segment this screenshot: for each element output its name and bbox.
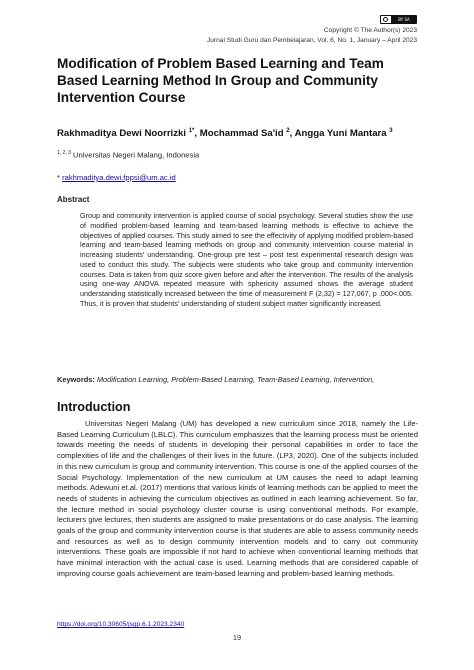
email-link[interactable]: rakhmaditya.dewi.fppsi@um.ac.id xyxy=(62,173,176,182)
affiliation-superscript: 1, 2, 3 xyxy=(57,150,71,156)
abstract-heading: Abstract xyxy=(57,195,90,204)
author-separator: , xyxy=(289,128,295,140)
cc-icon xyxy=(381,16,392,23)
affiliation-text: Universitas Negeri Malang, Indonesia xyxy=(73,150,200,160)
keywords-label: Keywords: xyxy=(57,375,95,384)
copyright-line: Copyright © The Author(s) 2023 xyxy=(323,27,417,34)
page-number: 19 xyxy=(232,633,242,642)
journal-citation: Jurnal Studi Guru dan Pembelajaran, Vol. 6, No. 1, January – April 2023 xyxy=(206,37,417,44)
article-title: Modification of Problem Based Learning and Team Based Learning Method In Group and Community Intervention Course xyxy=(57,56,384,105)
keywords-text: Modification Learning, Problem-Based Learning, Team-Based Learning, Intervention, xyxy=(96,375,375,384)
affiliation xyxy=(57,150,199,160)
introduction-text: Universitas Negeri Malang (UM) has developed a new curriculum since 2018, namely the Life-Based Learning Curriculum (LBLC). This curriculum emphasizes that the learning process must be oriented towards meeting the needs of students in developing their personal capabilities in order to face the complexities of life and the challenges of their lives in the future. (LP3, 2020). One of the subjects included in this new curriculum is group and community intervention. This course is one of the applied courses of the Social Psychology. Implementation of the new curriculum at UM causes the need to adapt learning methods. Adewuni et.al. (2017) mentions that various kinds of learning methods can be applied to meet the needs of students in achieving the curriculum objectives as outlined in each learning achievement. So far, the lecture method in social psychology cluster course is using conventional methods. For example, lecturers give lectures, then students are assigned to make presentations or do case analysis. The learning goals of the group and community intervention course is that students are able to assess community needs and resources as well as to design community intervention models and to carry out community interventions. These goals are impossible if not hard to achieve when conventional learning methods that have minimal interaction with the actual case is used. Learning methods that are considered capable of improving course goals achievement are team-based learning and problem-based learning methods. xyxy=(57,419,418,578)
doi-link[interactable]: https://doi.org/10.30605/jsgp.6.1.2023.2340 xyxy=(57,621,185,628)
author-list xyxy=(57,128,427,139)
author-name: Mochammad Sa'id xyxy=(199,128,284,140)
cc-license-badge xyxy=(380,15,417,24)
author-name: Rakhmaditya Dewi Noorrizki xyxy=(57,128,187,140)
cc-license-text: BY SA xyxy=(392,16,416,23)
keywords-line xyxy=(57,375,374,384)
email-marker: * xyxy=(57,173,60,182)
author-superscript: 2 xyxy=(286,128,290,134)
corresponding-email xyxy=(57,173,176,182)
abstract-text: Group and community intervention is applied course of social psychology. Several studies show the use of modified problem-based learning and team-based learning methods is effective to achieve the objectives of applied courses. This study aimed to see the effectivity of applying modified problem-based learning and team-based learning methods on group and community intervention course material in increasing students' understanding. One-group pre test – post test experimental research design was used to conduct this study. The subjects were students who take group and community intervention courses. Data is taken from quiz score given before and after the intervention. The results of the analysis using one-way ANOVA repeated measure with sphericity assumed shows the average student understanding statistically increased between the time of measurement F (2,32) = 127,067, p .000<.005. Thus, it is proven that students' understanding of student subject matter significantly increased. xyxy=(80,211,413,308)
introduction-heading: Introduction xyxy=(57,400,131,414)
author-separator: , xyxy=(194,128,200,140)
author-name: Angga Yuni Mantara xyxy=(294,128,387,140)
author-superscript: 3 xyxy=(389,128,393,134)
author-superscript: 1* xyxy=(188,128,195,134)
